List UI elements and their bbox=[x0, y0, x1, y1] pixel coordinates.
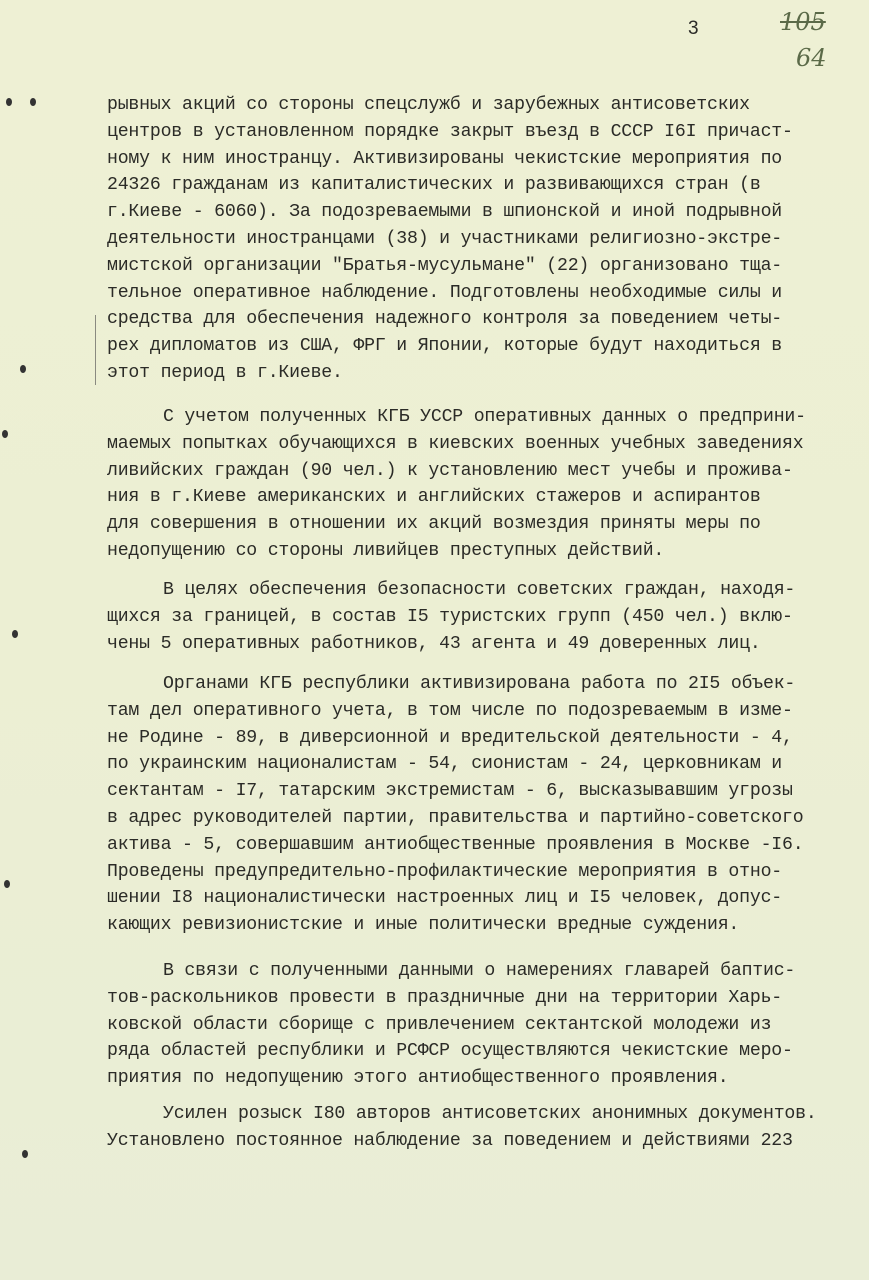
text-line: приятия по недопущению этого антиобщественного проявления. bbox=[107, 1068, 729, 1089]
text-line: тельное оперативное наблюдение. Подготовлены необходимые силы и bbox=[107, 282, 782, 303]
text-line: рех дипломатов из США, ФРГ и Японии, которые будут находиться в bbox=[107, 336, 782, 357]
text-line: Усилен розыск I80 авторов антисоветских анонимных документов. bbox=[163, 1104, 817, 1124]
text-line: шении I8 националистически настроенных лиц и I5 человек, допус- bbox=[107, 888, 782, 909]
text-line: центров в установленном порядке закрыт въезд в СССР I6I причаст- bbox=[107, 121, 793, 142]
text-line: тов-раскольников провести в праздничные дни на территории Харь- bbox=[107, 987, 782, 1008]
text-line: В целях обеспечения безопасности советских граждан, находя- bbox=[163, 580, 796, 600]
text-line: Установлено постоянное наблюдение за поведением и действиями 223 bbox=[107, 1130, 793, 1151]
text-line: в адрес руководителей партии, правительства и партийно-советского bbox=[107, 807, 804, 828]
paragraph bbox=[107, 92, 847, 387]
text-line: чены 5 оперативных работников, 43 агента и 49 доверенных лиц. bbox=[107, 633, 761, 654]
page-number: 3 bbox=[688, 18, 699, 39]
binding-hole-mark bbox=[2, 430, 8, 438]
text-line: ряда областей республики и РСФСР осуществляются чекистские меро- bbox=[107, 1041, 793, 1062]
text-line: Проведены предупредительно-профилактические мероприятия в отно- bbox=[107, 861, 782, 882]
binding-hole-mark bbox=[6, 98, 12, 106]
text-line: ливийских граждан (90 чел.) к установлению мест учебы и прожива- bbox=[107, 460, 793, 481]
text-line: средства для обеспечения надежного контроля за поведением четы- bbox=[107, 309, 782, 330]
text-line: там дел оперативного учета, в том числе по подозреваемым в изме- bbox=[107, 700, 793, 721]
paragraph bbox=[107, 958, 847, 1092]
text-line: щихся за границей, в состав I5 туристских групп (450 чел.) вклю- bbox=[107, 606, 793, 627]
text-line: ному к ним иностранцу. Активизированы чекистские мероприятия по bbox=[107, 148, 782, 169]
margin-pencil-line bbox=[95, 315, 96, 385]
text-line: ния в г.Киеве американских и английских стажеров и аспирантов bbox=[107, 487, 761, 508]
binding-hole-mark bbox=[20, 365, 26, 373]
text-line: мистской организации "Братья-мусульмане" (22) организовано тща- bbox=[107, 255, 782, 276]
handwritten-crossed-folio: 105 bbox=[780, 8, 826, 36]
text-line: недопущению со стороны ливийцев преступных действий. bbox=[107, 540, 665, 561]
text-line: не Родине - 89, в диверсионной и вредительской деятельности - 4, bbox=[107, 727, 793, 748]
handwritten-folio-number: 64 bbox=[796, 44, 827, 72]
binding-hole-mark bbox=[4, 880, 10, 888]
text-line: по украинским националистам - 54, сионистам - 24, церковникам и bbox=[107, 754, 782, 775]
text-line: С учетом полученных КГБ УССР оперативных данных о предприни- bbox=[163, 407, 806, 427]
text-line: кающих ревизионистские и иные политически вредные суждения. bbox=[107, 915, 740, 936]
text-line: деятельности иностранцами (38) и участниками религиозно-экстре- bbox=[107, 228, 782, 249]
text-line: для совершения в отношении их акций возмездия приняты меры по bbox=[107, 514, 761, 535]
binding-hole-mark bbox=[12, 630, 18, 638]
binding-hole-mark bbox=[30, 98, 36, 106]
paragraph bbox=[107, 1101, 847, 1155]
text-line: рывных акций со стороны спецслужб и зарубежных антисоветских bbox=[107, 95, 750, 115]
text-line: маемых попытках обучающихся в киевских военных учебных заведениях bbox=[107, 433, 804, 454]
paragraph bbox=[107, 671, 847, 939]
paragraph bbox=[107, 404, 847, 565]
text-line: актива - 5, совершавшим антиобщественные проявления в Москве -I6. bbox=[107, 834, 804, 855]
text-line: г.Киеве - 6060). За подозреваемыми в шпионской и иной подрывной bbox=[107, 202, 782, 223]
text-line: Органами КГБ республики активизирована работа по 2I5 объек- bbox=[163, 674, 796, 694]
text-line: сектантам - I7, татарским экстремистам - 6, высказывавшим угрозы bbox=[107, 781, 793, 802]
paragraph bbox=[107, 577, 847, 657]
text-line: ковской области сборище с привлечением сектантской молодежи из bbox=[107, 1014, 772, 1035]
text-line: 24326 гражданам из капиталистических и развивающихся стран (в bbox=[107, 175, 761, 196]
text-line: В связи с полученными данными о намерениях главарей баптис- bbox=[163, 961, 796, 981]
text-line: этот период в г.Киеве. bbox=[107, 362, 343, 383]
binding-hole-mark bbox=[22, 1150, 28, 1158]
